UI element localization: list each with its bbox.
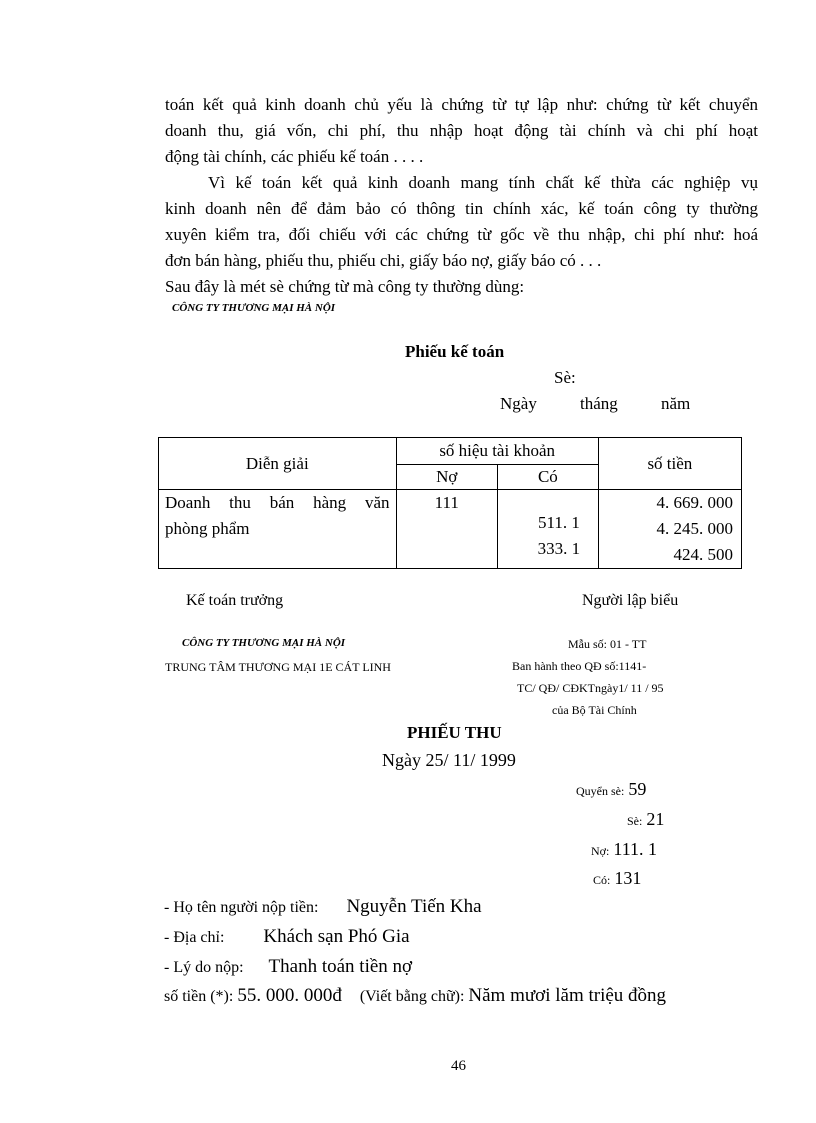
address-value: Khách sạn Phó Gia bbox=[263, 926, 410, 947]
credit-account bbox=[593, 868, 641, 889]
intro-line: đơn bán hàng, phiếu thu, phiếu chi, giấy báo nợ, giấy báo có . . . bbox=[165, 251, 602, 270]
intro-line: Vì kế toán kết quả kinh doanh mang tính chất kế thừa các nghiệp vụ bbox=[208, 173, 758, 192]
book-number-label: Quyển sè: bbox=[576, 784, 625, 798]
company-name: CÔNG TY THƯƠNG MẠI HÀ NỘI bbox=[172, 302, 336, 314]
date-day-label: Ngày bbox=[500, 394, 537, 413]
header-description: Diễn giải bbox=[159, 438, 397, 490]
issued-by-line: TC/ QĐ/ CĐKTngày1/ 11 / 95 bbox=[517, 681, 664, 695]
receipt-title: PHIẾU THU bbox=[407, 723, 502, 742]
description-line: Doanh thu bán hàng văn bbox=[165, 493, 390, 512]
issued-by-line: của Bộ Tài Chính bbox=[552, 703, 637, 717]
header-amount: số tiền bbox=[598, 438, 741, 490]
preparer-signature-label: Người lập biểu bbox=[582, 592, 679, 609]
debit-account-value: 111. 1 bbox=[613, 839, 658, 859]
book-number bbox=[576, 779, 646, 800]
trade-center-name: TRUNG TÂM THƯƠNG MẠI 1E CÁT LINH bbox=[165, 660, 391, 674]
intro-line: xuyên kiểm tra, đối chiếu với các chứng từ gốc về thu nhập, chi phí như: hoá bbox=[165, 225, 758, 244]
payer-line bbox=[164, 896, 482, 918]
intro-line: động tài chính, các phiếu kế toán . . . . bbox=[165, 147, 424, 166]
intro-line: toán kết quả kinh doanh chủ yếu là chứng từ tự lập như: chứng từ kết chuyển bbox=[165, 95, 758, 114]
intro-line: doanh thu, giá vốn, chi phí, thu nhập hoạt động tài chính và chi phí hoạt bbox=[165, 121, 758, 140]
date-month-label: tháng bbox=[580, 394, 618, 413]
amount-label: số tiền (*): bbox=[164, 988, 234, 1005]
company-name: CÔNG TY THƯƠNG MẠI HÀ NỘI bbox=[182, 637, 346, 649]
page-number: 46 bbox=[451, 1058, 466, 1074]
debit-account bbox=[591, 839, 657, 860]
amount-value: 4. 245. 000 bbox=[656, 519, 733, 538]
amount-value: 4. 669. 000 bbox=[656, 493, 733, 512]
voucher-title: Phiếu kế toán bbox=[405, 342, 505, 361]
amount-in-words-value: Năm mươi lăm triệu đồng bbox=[468, 985, 667, 1006]
debit-account-label: Nợ: bbox=[591, 844, 610, 858]
chief-accountant-signature-label: Kế toán trưởng bbox=[186, 592, 284, 609]
intro-paragraph bbox=[165, 92, 758, 300]
reason-value: Thanh toán tiền nợ bbox=[268, 956, 413, 977]
amount-in-words-label: (Viết bằng chữ): bbox=[359, 988, 465, 1005]
header-account-number: số hiệu tài khoản bbox=[396, 438, 598, 465]
address-line bbox=[164, 926, 410, 948]
address-label: - Địa chỉ: bbox=[164, 929, 225, 946]
book-number-value: 59 bbox=[628, 779, 647, 799]
reason-label: - Lý do nộp: bbox=[164, 959, 244, 976]
intro-line: kinh doanh nên để đảm bảo có thông tin chính xác, kế toán công ty thường bbox=[165, 199, 758, 218]
credit-account-value: 131 bbox=[614, 868, 642, 888]
receipt-date: Ngày 25/ 11/ 1999 bbox=[382, 750, 516, 770]
amount-value: 424. 500 bbox=[673, 545, 733, 564]
amount-value: 55. 000. 000đ bbox=[237, 985, 342, 1006]
receipt-number-label: Sè: bbox=[627, 814, 643, 828]
credit-account: 333. 1 bbox=[537, 539, 581, 558]
accounting-voucher-table bbox=[158, 437, 742, 569]
row-credit bbox=[498, 490, 599, 569]
row-debit: 111 bbox=[396, 490, 497, 569]
reason-line bbox=[164, 956, 412, 978]
payer-label: - Họ tên người nộp tiền: bbox=[164, 899, 319, 916]
credit-account-label: Có: bbox=[593, 873, 611, 887]
form-number: Mẫu số: 01 - TT bbox=[568, 637, 647, 651]
description-line: phòng phẩm bbox=[165, 519, 250, 538]
voucher-number-label: Sè: bbox=[554, 368, 576, 387]
header-credit: Có bbox=[498, 465, 599, 490]
payer-value: Nguyễn Tiến Kha bbox=[346, 896, 482, 917]
row-description bbox=[159, 490, 397, 569]
intro-line: Sau đây là mét sè chứng từ mà công ty thường dùng: bbox=[165, 277, 525, 296]
receipt-number-value: 21 bbox=[646, 809, 665, 829]
issued-by-line: Ban hành theo QĐ số:1141- bbox=[512, 659, 647, 673]
credit-account: 511. 1 bbox=[537, 513, 580, 532]
header-debit: Nợ bbox=[396, 465, 497, 490]
date-year-label: năm bbox=[661, 394, 691, 413]
row-amounts bbox=[598, 490, 741, 569]
table-row bbox=[159, 490, 742, 569]
receipt-number bbox=[627, 809, 664, 830]
amount-line bbox=[164, 985, 666, 1007]
